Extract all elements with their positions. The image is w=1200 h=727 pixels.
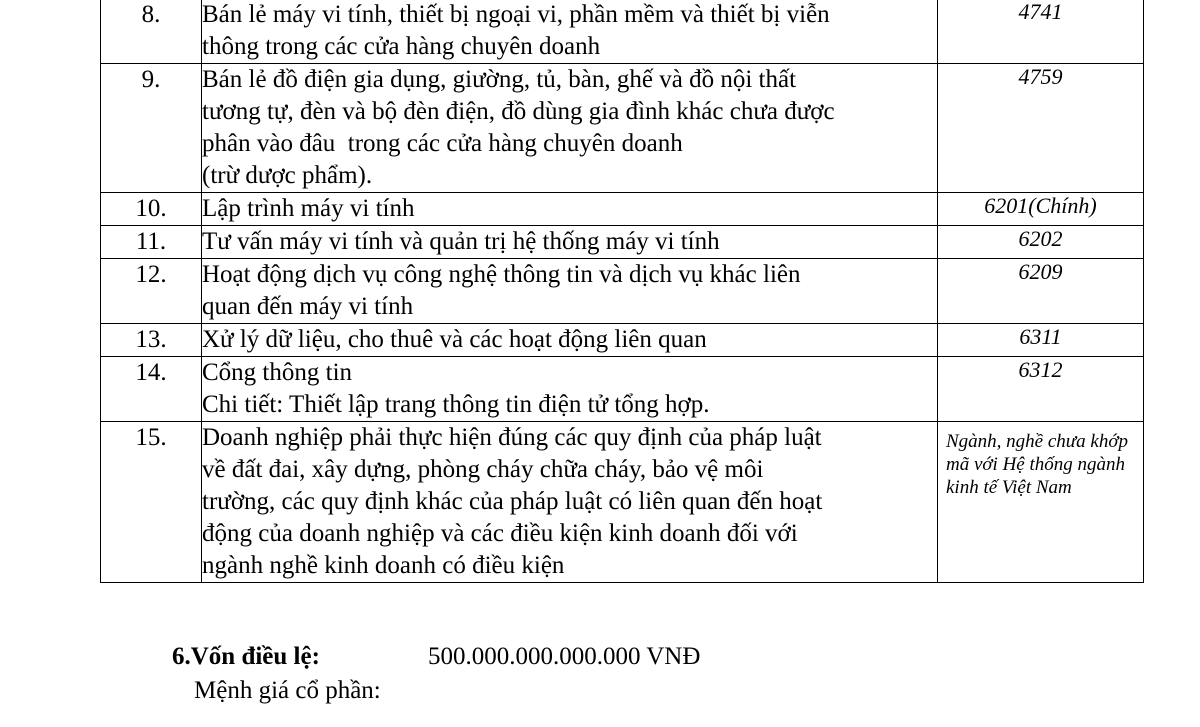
- table-body: [101, 0, 1144, 583]
- row-name-line: động của doanh nghiệp và các điều kiện kinh doanh đối với: [202, 520, 798, 547]
- par-value-row: [100, 674, 1160, 708]
- row-code-cell: 6312: [938, 357, 1144, 422]
- table-row: [101, 193, 1144, 226]
- capital-value: 500.000.000.000.000 VNĐ: [427, 643, 701, 670]
- row-name-line: Xử lý dữ liệu, cho thuê và các hoạt động liên quan: [202, 326, 707, 353]
- row-number-cell: 12.: [101, 259, 202, 324]
- row-name-cell: [202, 64, 938, 193]
- row-name-cell: [202, 259, 938, 324]
- row-code-cell: 6311: [938, 324, 1144, 357]
- row-name-cell: [202, 357, 938, 422]
- table-row: [101, 259, 1144, 324]
- table-row: [101, 64, 1144, 193]
- row-name-line: phân vào đâu trong các cửa hàng chuyên doanh: [202, 130, 683, 157]
- row-name-line: Doanh nghiệp phải thực hiện đúng các quy định của pháp luật: [202, 424, 822, 451]
- row-name-line: ngành nghề kinh doanh có điều kiện: [202, 552, 565, 579]
- row-code-cell: 6209: [938, 259, 1144, 324]
- row-number-cell: 15.: [101, 422, 202, 583]
- table-row: [101, 422, 1144, 583]
- row-name-cell: [202, 226, 938, 259]
- table-row: [101, 226, 1144, 259]
- row-number-cell: 9.: [101, 64, 202, 193]
- row-name-line: quan đến máy vi tính: [202, 293, 414, 320]
- row-number-cell: 14.: [101, 357, 202, 422]
- row-code-cell: 4759: [938, 64, 1144, 193]
- table-row: [101, 0, 1144, 64]
- row-name-cell: [202, 193, 938, 226]
- row-name-line: Hoạt động dịch vụ công nghệ thông tin và dịch vụ khác liên: [202, 261, 801, 288]
- row-name-line: thông trong các cửa hàng chuyên doanh: [202, 33, 601, 60]
- row-number-cell: 8.: [101, 0, 202, 64]
- row-name-line: (trừ dược phẩm).: [202, 162, 373, 189]
- row-code-cell: 6202: [938, 226, 1144, 259]
- section-number: 6.: [172, 643, 191, 670]
- row-code-cell: 6201(Chính): [938, 193, 1144, 226]
- table-row: [101, 324, 1144, 357]
- business-lines-table: [100, 0, 1144, 583]
- row-number-cell: 13.: [101, 324, 202, 357]
- row-name-line: Cổng thông tin: [202, 359, 353, 386]
- row-name-line: tương tự, đèn và bộ đèn điện, đồ dùng gia đình khác chưa được: [202, 98, 835, 125]
- capital-label: Vốn điều lệ:: [190, 643, 320, 670]
- row-name-line: Lập trình máy vi tính: [202, 195, 415, 222]
- document-footer: [100, 640, 1160, 708]
- row-name-line: trường, các quy định khác của pháp luật có liên quan đến hoạt: [202, 488, 823, 515]
- row-name-cell: [202, 324, 938, 357]
- capital-row: [100, 640, 1160, 674]
- row-name-line: Tư vấn máy vi tính và quản trị hệ thống máy vi tính: [202, 228, 720, 255]
- row-name-line: về đất đai, xây dựng, phòng cháy chữa cháy, bảo vệ môi: [202, 456, 764, 483]
- row-code-cell: 4741: [938, 0, 1144, 64]
- table-row: [101, 357, 1144, 422]
- row-number-cell: 11.: [101, 226, 202, 259]
- row-name-line: Chi tiết: Thiết lập trang thông tin điện tử tổng hợp.: [202, 391, 710, 418]
- row-name-cell: [202, 422, 938, 583]
- row-code-note-cell: Ngành, nghề chưa khớp mã với Hệ thống ngành kinh tế Việt Nam: [938, 422, 1144, 583]
- row-name-line: Bán lẻ máy vi tính, thiết bị ngoại vi, phần mềm và thiết bị viễn: [202, 1, 830, 28]
- par-value-label: Mệnh giá cổ phần:: [194, 676, 381, 704]
- row-number-cell: 10.: [101, 193, 202, 226]
- row-name-line: Bán lẻ đồ điện gia dụng, giường, tủ, bàn, ghế và đồ nội thất: [202, 66, 797, 93]
- row-name-cell: [202, 0, 938, 64]
